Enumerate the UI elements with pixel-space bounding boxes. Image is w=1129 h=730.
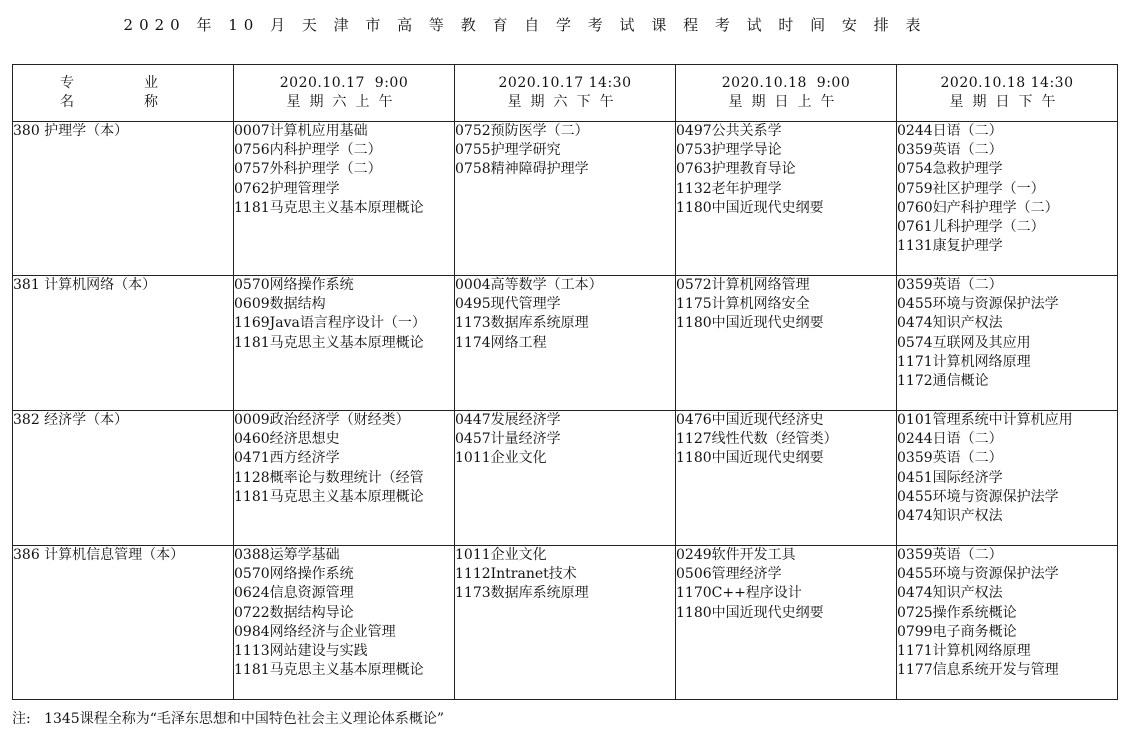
course-item: 1181马克思主义基本原理概论 — [234, 199, 424, 216]
table-row — [13, 411, 1118, 546]
major-header-line-1: 专 业 — [60, 74, 186, 91]
course-item: 0474知识产权法 — [897, 585, 1003, 602]
course-item: 0506管理经济学 — [676, 566, 782, 583]
course-item: 1011企业文化 — [455, 450, 547, 467]
course-item: 0570网络操作系统 — [234, 566, 354, 583]
course-item: 0572计算机网络管理 — [676, 277, 810, 293]
course-item: 0474知识产权法 — [897, 508, 1003, 525]
slot-header-3 — [676, 65, 897, 122]
course-item: 1112Intranet技术 — [455, 566, 577, 583]
course-item: 0359英语（二） — [897, 547, 1003, 563]
exam-schedule-table — [12, 64, 1118, 700]
course-item: 1169Java语言程序设计（一） — [234, 315, 426, 332]
course-item: 0609数据结构 — [234, 296, 326, 313]
course-item: 1113网站建设与实践 — [234, 643, 368, 660]
slot-cell — [455, 411, 676, 546]
course-item: 0752预防医学（二） — [455, 123, 589, 139]
course-item: 0574互联网及其应用 — [897, 334, 1031, 351]
course-item: 1177信息系统开发与管理 — [897, 662, 1059, 679]
course-item: 1171计算机网络原理 — [897, 353, 1031, 370]
course-item: 0497公共关系学 — [676, 123, 782, 139]
course-item: 1180中国近现代史纲要 — [676, 604, 824, 621]
course-item: 0760妇产科护理学（二） — [897, 199, 1059, 216]
slot-cell — [676, 122, 897, 276]
major-name: 381 计算机网络（本） — [13, 276, 234, 411]
slot-cell — [234, 411, 455, 546]
course-item: 0457计量经济学 — [455, 431, 561, 448]
slot-day: 星期日下午 — [949, 94, 1065, 110]
course-item: 1011企业文化 — [455, 547, 547, 563]
course-item: 0004高等数学（工本） — [455, 277, 603, 293]
course-item: 0101管理系统中计算机应用 — [897, 412, 1073, 428]
course-item: 1172通信概论 — [897, 373, 989, 390]
course-item: 0570网络操作系统 — [234, 277, 354, 293]
course-item: 1181马克思主义基本原理概论 — [234, 488, 424, 505]
slot-datetime: 2020.10.17 14:30 — [498, 74, 632, 91]
course-item: 1170C++程序设计 — [676, 585, 802, 602]
course-item: 0244日语（二） — [897, 431, 1003, 448]
course-item: 1127线性代数（经管类） — [676, 431, 838, 448]
course-item: 0359英语（二） — [897, 450, 1003, 467]
course-item: 0451国际经济学 — [897, 469, 1003, 486]
course-item: 0455环境与资源保护法学 — [897, 566, 1059, 583]
slot-cell — [234, 122, 455, 276]
course-item: 1181马克思主义基本原理概论 — [234, 662, 424, 679]
slot-day: 星期日上午 — [728, 94, 844, 110]
course-item: 0624信息资源管理 — [234, 585, 354, 602]
slot-cell — [676, 546, 897, 700]
course-item: 0755护理学研究 — [455, 142, 561, 159]
course-item: 0725操作系统概论 — [897, 604, 1017, 621]
course-item: 1180中国近现代史纲要 — [676, 315, 824, 332]
course-item: 0756内科护理学（二） — [234, 142, 382, 159]
course-item: 1131康复护理学 — [897, 238, 1003, 255]
course-item: 0244日语（二） — [897, 123, 1003, 139]
course-item: 0460经济思想史 — [234, 431, 340, 448]
major-name: 382 经济学（本） — [13, 411, 234, 546]
course-item: 0474知识产权法 — [897, 315, 1003, 332]
slot-header-2 — [455, 65, 676, 122]
course-item: 1180中国近现代史纲要 — [676, 450, 824, 467]
slot-cell — [897, 122, 1118, 276]
slot-cell — [455, 122, 676, 276]
course-item: 1173数据库系统原理 — [455, 315, 589, 332]
course-item: 1174网络工程 — [455, 334, 547, 351]
slot-cell — [455, 276, 676, 411]
table-row — [13, 546, 1118, 700]
table-row — [13, 276, 1118, 411]
slot-cell — [897, 546, 1118, 700]
slot-header-1 — [234, 65, 455, 122]
course-item: 0761儿科护理学（二） — [897, 219, 1045, 236]
course-item: 0359英语（二） — [897, 277, 1003, 293]
course-item: 0476中国近现代经济史 — [676, 412, 824, 428]
slot-cell — [676, 411, 897, 546]
slot-cell — [234, 546, 455, 700]
course-item: 1180中国近现代史纲要 — [676, 199, 824, 216]
course-item: 0984网络经济与企业管理 — [234, 623, 396, 640]
table-row — [13, 122, 1118, 276]
slot-datetime: 2020.10.17 9:00 — [279, 74, 409, 91]
header-row — [13, 65, 1118, 122]
slot-cell — [676, 276, 897, 411]
course-item: 1181马克思主义基本原理概论 — [234, 334, 424, 351]
course-item: 0359英语（二） — [897, 142, 1003, 159]
course-item: 0455环境与资源保护法学 — [897, 296, 1059, 313]
course-item: 1173数据库系统原理 — [455, 585, 589, 602]
footnote: 注: 1345课程全称为“毛泽东思想和中国特色社会主义理论体系概论” — [12, 711, 445, 727]
course-item: 1128概率论与数理统计（经管 — [234, 469, 424, 486]
major-column-header — [13, 65, 234, 122]
course-item: 0763护理教育导论 — [676, 161, 796, 178]
course-item: 0757外科护理学（二） — [234, 161, 382, 178]
course-item: 0471西方经济学 — [234, 450, 340, 467]
slot-cell — [234, 276, 455, 411]
course-item: 0762护理管理学 — [234, 180, 340, 197]
slot-cell — [455, 546, 676, 700]
slot-header-4 — [897, 65, 1118, 122]
page-title: 2020 年 10 月 天 津 市 高 等 教 育 自 学 考 试 课 程 考 试 时 间 安 排 表 — [123, 16, 927, 34]
course-item: 1132老年护理学 — [676, 180, 782, 197]
course-item: 0759社区护理学（一） — [897, 180, 1045, 197]
major-header-line-2: 名 称 — [60, 94, 186, 110]
course-item: 0455环境与资源保护法学 — [897, 488, 1059, 505]
course-item: 0753护理学导论 — [676, 142, 782, 159]
course-item: 1171计算机网络原理 — [897, 643, 1031, 660]
slot-day: 星期六下午 — [507, 94, 623, 110]
slot-datetime: 2020.10.18 9:00 — [721, 74, 851, 91]
course-item: 0495现代管理学 — [455, 296, 561, 313]
course-item: 0722数据结构导论 — [234, 604, 354, 621]
major-name: 380 护理学（本） — [13, 122, 234, 276]
slot-day: 星期六上午 — [286, 94, 402, 110]
slot-cell — [897, 276, 1118, 411]
slot-cell — [897, 411, 1118, 546]
course-item: 0799电子商务概论 — [897, 623, 1017, 640]
course-item: 0758精神障碍护理学 — [455, 161, 589, 178]
course-item: 0007计算机应用基础 — [234, 123, 368, 139]
course-item: 0388运筹学基础 — [234, 547, 340, 563]
major-name: 386 计算机信息管理（本） — [13, 546, 234, 700]
course-item: 0009政治经济学（财经类） — [234, 412, 410, 428]
course-item: 0754急救护理学 — [897, 161, 1003, 178]
course-item: 0249软件开发工具 — [676, 547, 796, 563]
course-item: 0447发展经济学 — [455, 412, 561, 428]
course-item: 1175计算机网络安全 — [676, 296, 810, 313]
slot-datetime: 2020.10.18 14:30 — [940, 74, 1074, 91]
